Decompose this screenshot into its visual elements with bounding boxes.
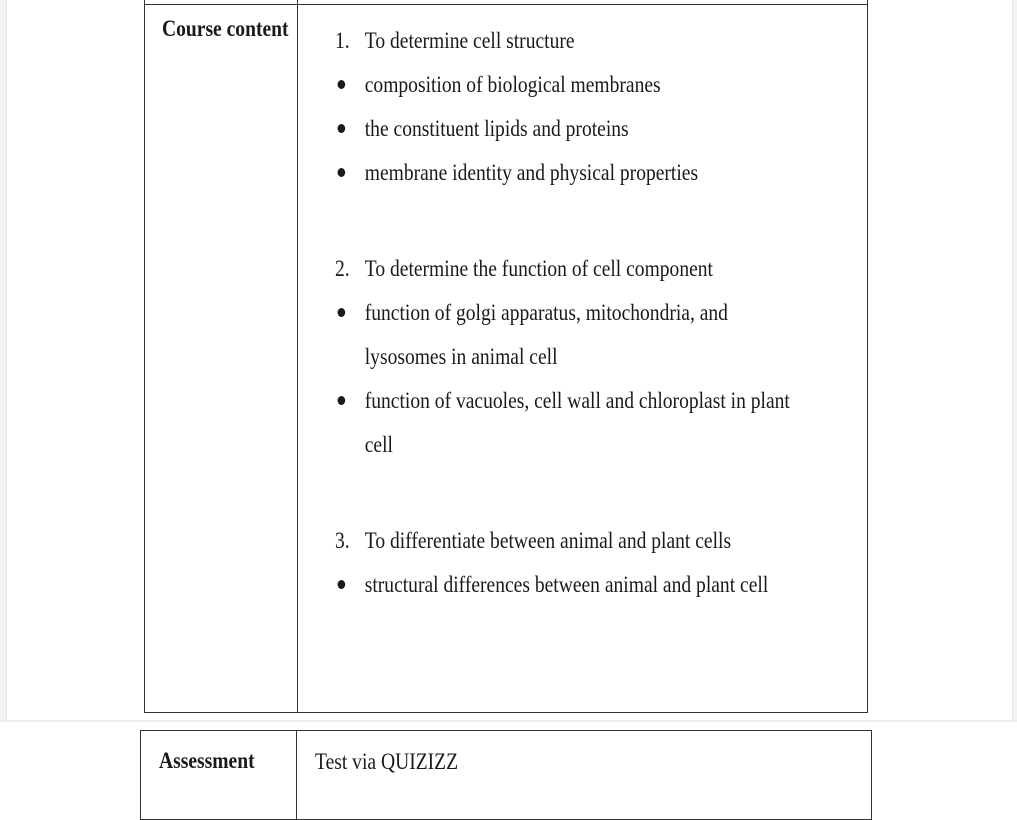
assessment-label: Assessment bbox=[159, 748, 255, 773]
bullet-icon bbox=[338, 168, 346, 177]
section-title-2 bbox=[335, 247, 777, 291]
list-item bbox=[335, 563, 777, 607]
bullet-icon bbox=[338, 396, 346, 405]
assessment-value: Test via QUIZIZZ bbox=[315, 749, 459, 774]
list-item-text: cell bbox=[364, 432, 393, 457]
list-item-text: structural differences between animal and plant cell bbox=[364, 572, 769, 597]
assessment-table bbox=[140, 730, 872, 820]
course-content-list bbox=[335, 19, 855, 607]
bullet-icon bbox=[338, 580, 346, 589]
list-item bbox=[335, 151, 777, 195]
list-item bbox=[335, 291, 777, 335]
section-number: 2. bbox=[335, 256, 350, 281]
section-number: 1. bbox=[335, 28, 350, 53]
section-title-text: To differentiate between animal and plant cells bbox=[364, 528, 732, 553]
list-item-text: the constituent lipids and proteins bbox=[364, 116, 629, 141]
list-item-text: function of golgi apparatus, mitochondria, and bbox=[364, 300, 728, 325]
page-break bbox=[0, 720, 1017, 722]
list-item-text: membrane identity and physical properties bbox=[364, 160, 699, 185]
list-item bbox=[335, 107, 777, 151]
table-row-divider bbox=[145, 4, 867, 5]
list-item-text: lysosomes in animal cell bbox=[364, 344, 558, 369]
list-item-text: function of vacuoles, cell wall and chloroplast in plant bbox=[364, 388, 790, 413]
section-title-text: To determine the function of cell component bbox=[364, 256, 713, 281]
list-item-text: composition of biological membranes bbox=[364, 72, 661, 97]
section-title-text: To determine cell structure bbox=[364, 28, 575, 53]
list-item-continuation bbox=[335, 423, 777, 467]
section-number: 3. bbox=[335, 528, 350, 553]
course-content-table bbox=[144, 0, 868, 713]
section-title-3 bbox=[335, 519, 777, 563]
course-content-label: Course content bbox=[162, 16, 289, 41]
list-item bbox=[335, 379, 790, 423]
page-edge-right bbox=[1012, 0, 1017, 720]
bullet-icon bbox=[338, 124, 346, 133]
section-title-1 bbox=[335, 19, 777, 63]
table-column-divider bbox=[296, 731, 297, 819]
table-column-divider bbox=[297, 0, 298, 712]
bullet-icon bbox=[338, 80, 346, 89]
list-item-continuation bbox=[335, 335, 777, 379]
page-edge-left bbox=[0, 0, 7, 720]
list-item bbox=[335, 63, 777, 107]
bullet-icon bbox=[338, 308, 346, 317]
